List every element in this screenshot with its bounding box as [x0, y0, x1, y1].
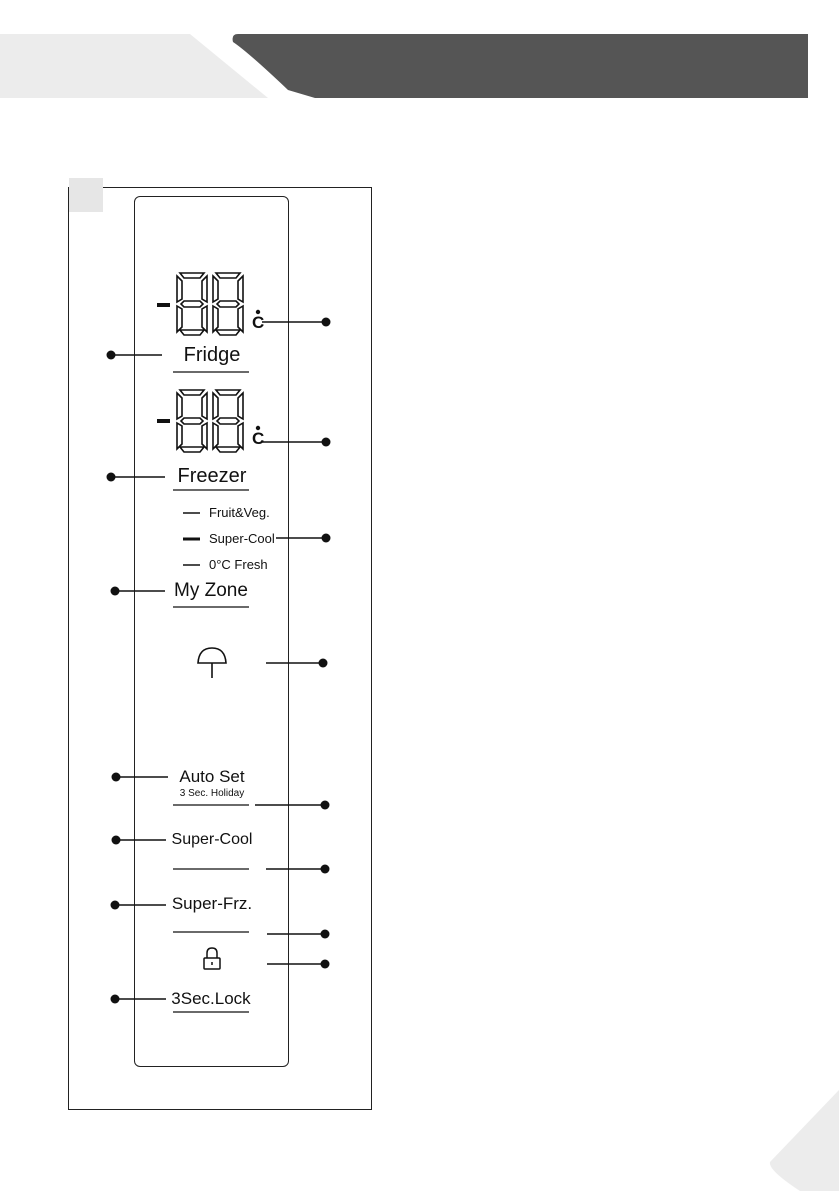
lock-button[interactable]: 3Sec.Lock — [171, 989, 251, 1008]
callout-dot-my-zone-button — [111, 587, 120, 596]
callout-dot-super-cool-indicator — [321, 865, 330, 874]
minus-segment — [157, 419, 170, 423]
fridge-unit-label: C — [252, 313, 265, 332]
freezer-temperature-display — [157, 390, 260, 452]
callout-dot-my-zone-modes — [322, 534, 331, 543]
my-zone-button[interactable]: My Zone — [174, 580, 248, 601]
callout-dot-lock-button — [111, 995, 120, 1004]
freezer-unit-label: C — [252, 429, 265, 448]
callout-dot-freezer-display — [322, 438, 331, 447]
callout-dot-super-cool-button — [112, 836, 121, 845]
right-callouts — [255, 322, 326, 964]
mode-indicator-dashes — [183, 513, 200, 565]
callout-dot-lock-indicator — [321, 960, 330, 969]
callout-dot-freezer-label — [107, 473, 116, 482]
callout-dot-auto-set-button — [112, 773, 121, 782]
callout-dot-holiday-indicator — [319, 659, 328, 668]
umbrella-icon — [198, 648, 226, 678]
super-frz-button[interactable]: Super-Frz. — [171, 894, 253, 913]
callout-dot-super-frz-indicator — [321, 930, 330, 939]
auto-set-button[interactable]: Auto Set — [179, 767, 245, 786]
minus-segment — [157, 303, 170, 307]
callout-dot-super-frz-button — [111, 901, 120, 910]
padlock-icon — [204, 948, 220, 969]
left-callouts — [111, 355, 168, 999]
callout-dot-fridge-label — [107, 351, 116, 360]
fridge-temperature-display — [157, 273, 260, 335]
auto-set-sublabel: 3 Sec. Holiday — [179, 788, 245, 799]
mode-zero-fresh: 0°C Fresh — [209, 557, 268, 572]
fridge-label: Fridge — [183, 344, 241, 366]
mode-super-cool: Super-Cool — [209, 531, 275, 546]
callout-dot-fridge-display — [322, 318, 331, 327]
super-cool-button[interactable]: Super-Cool — [171, 831, 253, 848]
callout-dot-auto-set-indicator — [321, 801, 330, 810]
freezer-label: Freezer — [177, 465, 247, 487]
mode-fruit-veg: Fruit&Veg. — [209, 505, 270, 520]
